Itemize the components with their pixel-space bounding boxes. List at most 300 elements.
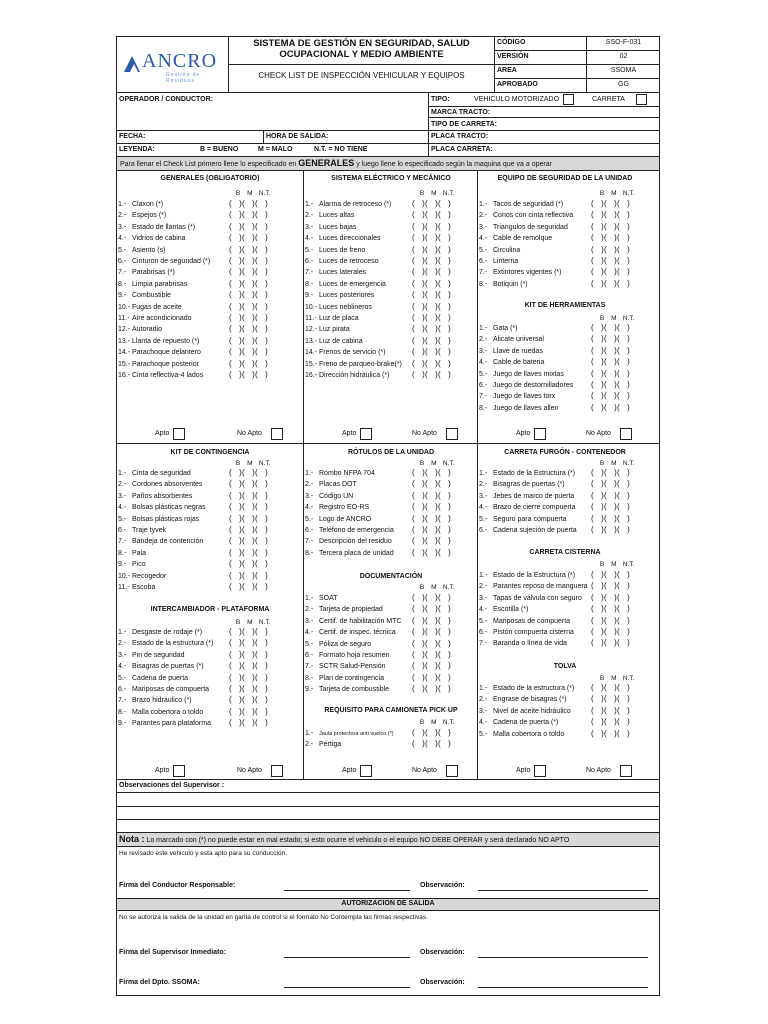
- ssoma-observation-line[interactable]: [478, 987, 648, 988]
- rating-boxes[interactable]: ( )( )( ): [229, 627, 268, 636]
- item-number: 1.-: [305, 470, 314, 477]
- rating-boxes[interactable]: ( )( )( ): [412, 684, 451, 693]
- item-label: Luz de cabina: [319, 338, 363, 345]
- item-number: 11.-: [305, 315, 317, 322]
- item-label: Cinta de seguridad: [132, 470, 191, 477]
- rating-boxes[interactable]: ( )( )( ): [412, 525, 451, 534]
- checklist-item: [479, 696, 567, 707]
- checklist-item: [305, 641, 371, 652]
- generales-no-apto-checkbox[interactable]: [271, 428, 283, 440]
- furgon-column-header: [597, 460, 637, 467]
- rating-boxes[interactable]: ( )( )( ): [229, 279, 268, 288]
- item-label: Luces direccionales: [319, 235, 381, 242]
- item-label: Teléfono de emergencia: [319, 527, 394, 534]
- item-number: 8.-: [118, 281, 127, 288]
- checklist-item: [305, 372, 389, 383]
- item-label: Juego de llaves torx: [493, 393, 556, 400]
- item-number: 16.-: [118, 372, 131, 379]
- rating-boxes[interactable]: ( )( )( ): [412, 604, 451, 613]
- checklist-item: [118, 663, 204, 674]
- rating-boxes[interactable]: ( )( )( ): [591, 479, 630, 488]
- rating-boxes[interactable]: ( )( )( ): [412, 324, 451, 333]
- rating-boxes[interactable]: ( )( )( ): [591, 233, 630, 242]
- rating-boxes[interactable]: ( )( )( ): [412, 673, 451, 682]
- rating-boxes[interactable]: ( )( )( ): [229, 256, 268, 265]
- rating-boxes[interactable]: ( )( )( ): [229, 336, 268, 345]
- item-label: Llanta de repuesto (*): [132, 338, 200, 345]
- rating-boxes[interactable]: ( )( )( ): [412, 210, 451, 219]
- item-number: 13.-: [118, 338, 131, 345]
- rating-boxes[interactable]: ( )( )( ): [591, 256, 630, 265]
- rating-boxes[interactable]: ( )( )( ): [412, 650, 451, 659]
- item-number: 1.-: [118, 201, 127, 208]
- item-number: 2.-: [118, 481, 127, 488]
- rating-boxes[interactable]: ( )( )( ): [229, 324, 268, 333]
- item-label: Luces laterales: [319, 269, 367, 276]
- item-number: 5.-: [479, 247, 488, 254]
- item-label: Cable de bateria: [493, 359, 545, 366]
- meta-code-value: SSO-F-031: [605, 39, 642, 46]
- checklist-item: [479, 504, 575, 515]
- checklist-item: [479, 731, 564, 742]
- column-b: B: [235, 460, 241, 467]
- item-number: 7.-: [305, 538, 314, 545]
- date-label: FECHA:: [119, 133, 146, 140]
- item-number: 1.-: [479, 685, 488, 692]
- column-b: B: [599, 190, 605, 197]
- rating-boxes[interactable]: ( )( )( ): [412, 347, 451, 356]
- rating-boxes[interactable]: ( )( )( ): [229, 245, 268, 254]
- rating-boxes[interactable]: ( )( )( ): [412, 359, 451, 368]
- checklist-item: [118, 304, 182, 315]
- checklist-item: [479, 595, 582, 606]
- rating-boxes[interactable]: ( )( )( ): [412, 290, 451, 299]
- contingencia-column-header: [233, 460, 273, 467]
- checklist-item: [479, 348, 543, 359]
- rating-boxes[interactable]: ( )( )( ): [412, 256, 451, 265]
- rating-boxes[interactable]: ( )( )( ): [412, 313, 451, 322]
- rating-boxes[interactable]: ( )( )( ): [229, 347, 268, 356]
- rating-boxes[interactable]: ( )( )( ): [412, 616, 451, 625]
- rating-boxes[interactable]: ( )( )( ): [591, 279, 630, 288]
- rating-boxes[interactable]: ( )( )( ): [229, 290, 268, 299]
- rating-boxes[interactable]: ( )( )( ): [412, 233, 451, 242]
- rating-boxes[interactable]: ( )( )( ): [591, 593, 630, 602]
- item-label: Cable de remolque: [493, 235, 553, 242]
- rating-boxes[interactable]: ( )( )( ): [412, 222, 451, 231]
- generales-section-title: GENERALES (OBLIGATORIO): [160, 175, 260, 182]
- item-label: Registro EO-RS: [319, 504, 370, 511]
- item-label: Bisagras de puertas (*): [132, 663, 204, 670]
- item-number: 14.-: [305, 349, 318, 356]
- item-number: 6.-: [479, 382, 488, 389]
- rating-boxes[interactable]: ( )( )( ): [229, 370, 268, 379]
- rating-boxes[interactable]: ( )( )( ): [229, 199, 268, 208]
- checklist-item: [118, 720, 211, 731]
- rating-boxes[interactable]: ( )( )( ): [412, 548, 451, 557]
- rating-boxes[interactable]: ( )( )( ): [591, 403, 630, 412]
- rating-boxes[interactable]: ( )( )( ): [229, 233, 268, 242]
- column-m: M: [431, 460, 437, 467]
- item-number: 4.-: [118, 663, 127, 670]
- checklist-item: [479, 325, 518, 336]
- rating-boxes[interactable]: ( )( )( ): [591, 380, 630, 389]
- checklist-item: [118, 269, 175, 280]
- rating-boxes[interactable]: ( )( )( ): [412, 199, 451, 208]
- rating-boxes[interactable]: ( )( )( ): [591, 616, 630, 625]
- checklist-item: [305, 481, 357, 492]
- meta-area-value: SSOMA: [610, 67, 637, 74]
- item-number: 4.-: [118, 235, 127, 242]
- rating-boxes[interactable]: ( )( )( ): [591, 199, 630, 208]
- electrico-no-apto-checkbox[interactable]: [446, 428, 458, 440]
- driver-observation-label: Observación:: [420, 882, 465, 889]
- rating-boxes[interactable]: ( )( )( ): [229, 548, 268, 557]
- supervisor-signature-line[interactable]: [284, 957, 410, 958]
- herramientas-column-header: [597, 315, 637, 322]
- checklist-item: [305, 292, 374, 303]
- item-label: Espejos (*): [132, 212, 167, 219]
- checklist-item: [479, 606, 528, 617]
- checklist-item: [479, 629, 574, 640]
- electrico-apto-checkbox[interactable]: [360, 428, 372, 440]
- item-number: 8.-: [305, 675, 314, 682]
- rating-boxes[interactable]: ( )( )( ): [412, 479, 451, 488]
- item-label: Alarma de retroceso (*): [319, 201, 392, 208]
- checklist-item: [118, 361, 199, 372]
- driver-observation-line[interactable]: [478, 890, 648, 891]
- generales-apto-checkbox[interactable]: [173, 428, 185, 440]
- rating-boxes[interactable]: ( )( )( ): [412, 739, 451, 748]
- checklist-item: [118, 235, 186, 246]
- rating-boxes[interactable]: ( )( )( ): [412, 593, 451, 602]
- checklist-item: [118, 538, 203, 549]
- rating-boxes[interactable]: ( )( )( ): [229, 695, 268, 704]
- item-label: Estado de la estructura (*): [493, 685, 575, 692]
- item-number: 1.-: [305, 730, 314, 737]
- item-label: Estado de llantas (*): [132, 224, 196, 231]
- intercambiador-section-title: INTERCAMBIADOR - PLATAFORMA: [150, 606, 270, 613]
- rating-boxes[interactable]: ( )( )( ): [229, 536, 268, 545]
- rating-boxes[interactable]: ( )( )( ): [229, 673, 268, 682]
- rating-boxes[interactable]: ( )( )( ): [229, 222, 268, 231]
- item-label: Tacos de seguridad (*): [493, 201, 564, 208]
- column-b: B: [599, 561, 605, 568]
- checklist-item: [305, 470, 375, 481]
- herramientas-apto-checkbox[interactable]: [534, 428, 546, 440]
- item-label: Frenos de servicio (*): [319, 349, 386, 356]
- rating-boxes[interactable]: ( )( )( ): [591, 525, 630, 534]
- rating-boxes[interactable]: ( )( )( ): [412, 661, 451, 670]
- rating-boxes[interactable]: ( )( )( ): [412, 639, 451, 648]
- item-label: Conos con cinta reflectiva: [493, 212, 574, 219]
- item-number: 2.-: [305, 212, 314, 219]
- furgon-section-title: CARRETA FURGÓN - CONTENEDOR: [504, 449, 626, 456]
- rating-boxes[interactable]: ( )( )( ): [591, 267, 630, 276]
- checklist-item: [118, 326, 162, 337]
- meta-approved-value: GG: [618, 81, 629, 88]
- electrico-no-apto-label: No Apto: [412, 430, 437, 437]
- rating-boxes[interactable]: ( )( )( ): [229, 582, 268, 591]
- rating-boxes[interactable]: ( )( )( ): [412, 267, 451, 276]
- rating-boxes[interactable]: ( )( )( ): [229, 718, 268, 727]
- item-label: Brazo de cierre compuerta: [493, 504, 576, 511]
- item-number: 5.-: [305, 641, 314, 648]
- column-b: B: [419, 460, 425, 467]
- checklist-item: [118, 470, 191, 481]
- rating-boxes[interactable]: ( )( )( ): [412, 536, 451, 545]
- supervisor-observation-line[interactable]: [478, 957, 648, 958]
- rating-boxes[interactable]: ( )( )( ): [591, 514, 630, 523]
- rating-boxes[interactable]: ( )( )( ): [591, 222, 630, 231]
- checklist-item: [479, 281, 528, 292]
- item-number: 5.-: [305, 516, 314, 523]
- item-number: 9.-: [118, 720, 127, 727]
- rating-boxes[interactable]: ( )( )( ): [591, 245, 630, 254]
- checklist-item: [479, 235, 552, 246]
- authorization-title: AUTORIZACIÓN DE SALIDA: [341, 900, 435, 907]
- item-number: 4.-: [305, 504, 314, 511]
- documentacion-section-title: DOCUMENTACIÓN: [359, 573, 423, 580]
- item-number: 8.-: [305, 281, 314, 288]
- instructions-pre: Para llenar el Check List primero llene lo especificado en: [120, 161, 297, 168]
- rating-boxes[interactable]: ( )( )( ): [229, 514, 268, 523]
- checklist-item: [305, 247, 365, 258]
- item-number: 2.-: [479, 212, 488, 219]
- column-m: M: [611, 561, 617, 568]
- rating-boxes[interactable]: ( )( )( ): [412, 279, 451, 288]
- intercambiador-no-apto-checkbox[interactable]: [271, 765, 283, 777]
- item-label: Linterna: [493, 258, 519, 265]
- rating-boxes[interactable]: ( )( )( ): [591, 491, 630, 500]
- rating-boxes[interactable]: ( )( )( ): [591, 683, 630, 692]
- rating-boxes[interactable]: ( )( )( ): [229, 650, 268, 659]
- item-label: Cadena de puerta: [132, 675, 189, 682]
- rating-boxes[interactable]: ( )( )( ): [412, 370, 451, 379]
- checklist-item: [305, 269, 366, 280]
- column-m: M: [431, 190, 437, 197]
- checklist-item: [118, 652, 185, 663]
- supervisor-observation-label: Observación:: [420, 949, 465, 956]
- item-label: Tarjeta de combustible: [319, 686, 390, 693]
- rating-boxes[interactable]: ( )( )( ): [229, 525, 268, 534]
- rating-boxes[interactable]: ( )( )( ): [591, 638, 630, 647]
- rating-boxes[interactable]: ( )( )( ): [591, 334, 630, 343]
- note: [119, 833, 569, 847]
- rating-boxes[interactable]: ( )( )( ): [591, 717, 630, 726]
- rating-boxes[interactable]: ( )( )( ): [229, 267, 268, 276]
- rating-boxes[interactable]: ( )( )( ): [229, 684, 268, 693]
- reviewed-text: He revisado este vehiculo y esta apto para su conducción.: [119, 850, 288, 857]
- pickup-section-title: REQUISITO PARA CAMIONETA PICK UP: [324, 707, 458, 714]
- item-label: Botiquin (*): [493, 281, 528, 288]
- checklist-item: [305, 652, 389, 663]
- item-label: Luces de emergencia: [319, 281, 386, 288]
- rating-boxes[interactable]: ( )( )( ): [229, 502, 268, 511]
- rating-boxes[interactable]: ( )( )( ): [591, 346, 630, 355]
- item-number: 6.-: [305, 527, 314, 534]
- rating-boxes[interactable]: ( )( )( ): [229, 491, 268, 500]
- column-b: B: [599, 460, 605, 467]
- rating-boxes[interactable]: ( )( )( ): [412, 514, 451, 523]
- item-number: 11.-: [118, 315, 130, 322]
- rating-boxes[interactable]: ( )( )( ): [591, 369, 630, 378]
- item-number: 7.-: [305, 269, 314, 276]
- checklist-item: [118, 212, 166, 223]
- item-number: 2.-: [118, 640, 127, 647]
- item-number: 6.-: [305, 652, 314, 659]
- rating-boxes[interactable]: ( )( )( ): [229, 638, 268, 647]
- item-label: SOAT: [319, 595, 338, 602]
- item-label: Formato hoja resumen: [319, 652, 390, 659]
- checklist-item: [305, 235, 380, 246]
- checklist-item: [479, 393, 555, 404]
- rating-boxes[interactable]: ( )( )( ): [412, 627, 451, 636]
- rating-boxes[interactable]: ( )( )( ): [412, 245, 451, 254]
- item-label: Cadena sujeción de puerta: [493, 527, 577, 534]
- column-m: M: [247, 190, 253, 197]
- item-number: 2.-: [118, 212, 127, 219]
- rating-boxes[interactable]: ( )( )( ): [412, 336, 451, 345]
- rating-boxes[interactable]: ( )( )( ): [591, 627, 630, 636]
- item-label: Bolsas plásticas negras: [132, 504, 206, 511]
- trailer-checkbox[interactable]: [636, 94, 647, 105]
- item-label: Jebes de marco de puerta: [493, 493, 575, 500]
- item-label: Luces de retroceso: [319, 258, 379, 265]
- item-label: Alicate universal: [493, 336, 544, 343]
- item-number: 5.-: [305, 247, 314, 254]
- herramientas-section-title: KIT DE HERRAMIENTAS: [524, 302, 606, 309]
- item-label: Jaula protectora anti vuelco (*): [319, 731, 394, 737]
- rating-boxes[interactable]: ( )( )( ): [591, 581, 630, 590]
- rating-boxes[interactable]: ( )( )( ): [412, 468, 451, 477]
- form-subtitle: CHECK LIST DE INSPECCIÓN VEHICULAR Y EQUIPOS: [258, 71, 465, 80]
- rating-boxes[interactable]: ( )( )( ): [412, 302, 451, 311]
- item-label: Estado de la Estructura (*): [493, 572, 576, 579]
- rating-boxes[interactable]: ( )( )( ): [229, 468, 268, 477]
- rating-boxes[interactable]: ( )( )( ): [591, 323, 630, 332]
- checklist-item: [479, 258, 518, 269]
- intercambiador-apto-checkbox[interactable]: [173, 765, 185, 777]
- item-label: Pértiga: [319, 741, 342, 748]
- rating-boxes[interactable]: ( )( )( ): [229, 479, 268, 488]
- item-number: 4.-: [479, 606, 488, 613]
- rating-boxes[interactable]: ( )( )( ): [591, 502, 630, 511]
- column-m: M: [431, 719, 437, 726]
- checklist-item: [305, 315, 359, 326]
- item-number: 6.-: [118, 258, 127, 265]
- rating-boxes[interactable]: ( )( )( ): [591, 468, 630, 477]
- item-label: Póliza de seguro: [319, 641, 372, 648]
- rating-boxes[interactable]: ( )( )( ): [229, 302, 268, 311]
- rating-boxes[interactable]: ( )( )( ): [229, 707, 268, 716]
- pickup-apto-checkbox[interactable]: [360, 765, 372, 777]
- rating-boxes[interactable]: ( )( )( ): [591, 604, 630, 613]
- rating-boxes[interactable]: ( )( )( ): [412, 728, 451, 737]
- type-label: TIPO:: [431, 96, 450, 103]
- item-label: Gata (*): [493, 325, 518, 332]
- checklist-item: [118, 640, 213, 651]
- rating-boxes[interactable]: ( )( )( ): [229, 210, 268, 219]
- checklist-item: [479, 359, 544, 370]
- item-label: Cinta reflectiva-4 lados: [132, 372, 204, 379]
- item-label: Bolsas plásticas rojas: [132, 516, 200, 523]
- checklist-item: [118, 292, 171, 303]
- cisterna-column-header: [597, 561, 637, 568]
- tolva-no-apto-checkbox[interactable]: [620, 765, 632, 777]
- item-number: 4.-: [479, 235, 488, 242]
- item-number: 7.-: [118, 697, 127, 704]
- item-number: 8.-: [118, 550, 127, 557]
- documentacion-column-header: [417, 584, 457, 591]
- rating-boxes[interactable]: ( )( )( ): [412, 491, 451, 500]
- checklist-item: [305, 201, 391, 212]
- item-number: 3.-: [305, 224, 314, 231]
- rating-boxes[interactable]: ( )( )( ): [591, 706, 630, 715]
- item-label: Parantes reposo de manguera: [493, 583, 588, 590]
- ssoma-observation-label: Observación:: [420, 979, 465, 986]
- rating-boxes[interactable]: ( )( )( ): [229, 313, 268, 322]
- item-label: Freno de parqueo-brake(*): [319, 361, 402, 368]
- item-label: Cinturon de seguridad (*): [132, 258, 211, 265]
- item-label: Extintores vigentes (*): [493, 269, 562, 276]
- rating-boxes[interactable]: ( )( )( ): [229, 661, 268, 670]
- checklist-item: [305, 629, 396, 640]
- checklist-item: [118, 629, 202, 640]
- item-number: 4.-: [479, 504, 488, 511]
- item-number: 14.-: [118, 349, 131, 356]
- rating-boxes[interactable]: ( )( )( ): [591, 357, 630, 366]
- tolva-apto-checkbox[interactable]: [534, 765, 546, 777]
- rating-boxes[interactable]: ( )( )( ): [591, 391, 630, 400]
- checklist-item: [118, 281, 187, 292]
- item-number: 7.-: [479, 269, 488, 276]
- ssoma-signature-line[interactable]: [284, 987, 410, 988]
- rating-boxes[interactable]: ( )( )( ): [229, 559, 268, 568]
- checklist-item: [118, 516, 199, 527]
- herramientas-no-apto-checkbox[interactable]: [620, 428, 632, 440]
- rating-boxes[interactable]: ( )( )( ): [591, 694, 630, 703]
- rating-boxes[interactable]: ( )( )( ): [591, 570, 630, 579]
- item-label: Parantes para plataforma: [132, 720, 211, 727]
- item-label: Pico: [132, 561, 146, 568]
- electrico-apto-label: Apto: [342, 430, 357, 437]
- checklist-item: [118, 697, 192, 708]
- item-number: 11.-: [118, 584, 130, 591]
- rating-boxes[interactable]: ( )( )( ): [591, 729, 630, 738]
- checklist-item: [118, 584, 155, 595]
- rating-boxes[interactable]: ( )( )( ): [591, 210, 630, 219]
- intercambiador-apto-label: Apto: [155, 767, 170, 774]
- driver-signature-line[interactable]: [284, 890, 410, 891]
- vehicle-checkbox[interactable]: [563, 94, 574, 105]
- item-label: Parabrisas (*): [132, 269, 175, 276]
- pickup-no-apto-checkbox[interactable]: [446, 765, 458, 777]
- item-label: Malla cobertora o toldo: [493, 731, 565, 738]
- rating-boxes[interactable]: ( )( )( ): [229, 571, 268, 580]
- item-label: Juego de llaves mixtas: [493, 371, 564, 378]
- item-label: Rombo NFPA 704: [319, 470, 375, 477]
- tolva-column-header: [597, 675, 637, 682]
- column-nt: N.T.: [622, 460, 635, 467]
- item-label: Código UN: [319, 493, 354, 500]
- meta-version-value: 02: [619, 53, 628, 60]
- item-label: Descripción del residuo: [319, 538, 392, 545]
- rating-boxes[interactable]: ( )( )( ): [412, 502, 451, 511]
- item-number: 4.-: [479, 359, 488, 366]
- rating-boxes[interactable]: ( )( )( ): [229, 359, 268, 368]
- ancro-logo: [120, 46, 224, 82]
